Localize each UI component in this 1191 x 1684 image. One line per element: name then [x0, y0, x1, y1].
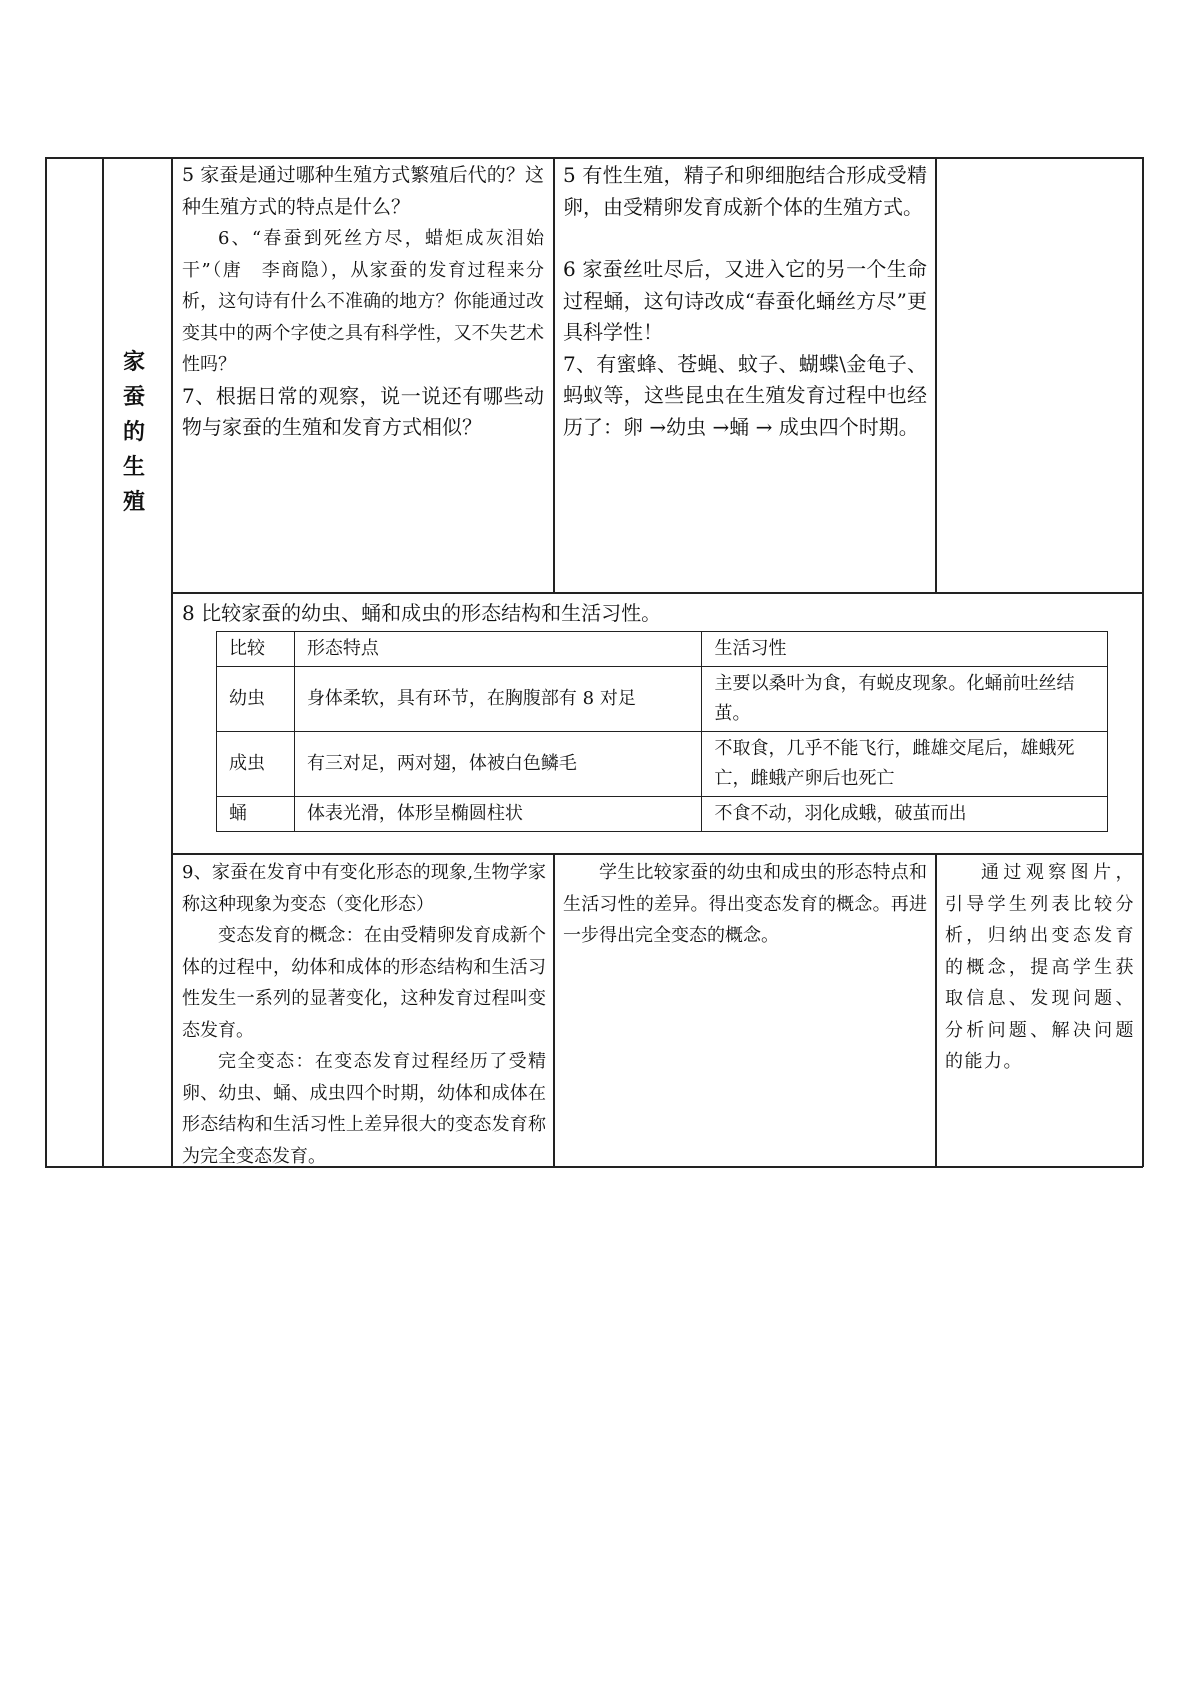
table-cell: 体表光滑，体形呈椭圆柱状: [294, 797, 702, 832]
table-cell: 有三对足，两对翅，体被白色鳞毛: [294, 732, 702, 797]
comparison-table: [216, 631, 1108, 832]
side-title-char: 殖: [122, 490, 145, 515]
student-activity-cell: 学生比较家蚕的幼虫和成虫的形态特点和生活习性的差异。得出变态发育的概念。再进一步得出完全变态的概念。: [563, 862, 927, 946]
spacer: [563, 223, 927, 254]
table-cell: 主要以桑叶为食，有蜕皮现象。化蛹前吐丝结茧。: [702, 667, 1108, 732]
table-cell: 身体柔软，具有环节，在胸腹部有 8 对足: [294, 667, 702, 732]
side-title-char: 的: [122, 420, 145, 445]
table-border-top: [45, 157, 1143, 159]
comparison-heading: 8 比较家蚕的幼虫、蛹和成虫的形态结构和生活习性。: [182, 601, 662, 625]
side-title: [104, 345, 164, 520]
table-header-row: [217, 632, 1108, 667]
question-7: 7、根据日常的观察，说一说还有哪些动物与家蚕的生殖和发育方式相似？: [182, 383, 544, 439]
table-row: [217, 667, 1108, 732]
table-row-divider-2: [171, 853, 1143, 855]
questions-cell: [182, 160, 544, 444]
side-title-char: 蚕: [122, 385, 145, 410]
concept-cell: [182, 857, 546, 1172]
table-col-divider-3-top: [553, 157, 555, 593]
answer-7: 7、有蜜蜂、苍蝇、蚊子、蝴蝶\金龟子、蚂蚁等，这些昆虫在生殖发育过程中也经历了：卵 →幼虫 →蛹 → 成虫四个时期。: [563, 351, 927, 439]
concept-intro: 9、家蚕在发育中有变化形态的现象,生物学家称这种现象为变态（变化形态）: [182, 862, 546, 915]
side-title-char: 家: [122, 350, 145, 375]
table-row: [217, 732, 1108, 797]
header-cell: 形态特点: [294, 632, 702, 667]
table-border-right: [1142, 157, 1144, 1167]
answer-6: 6 家蚕丝吐尽后，又进入它的另一个生命过程蛹，这句诗改成“春蚕化蛹丝方尽”更具科学性！: [563, 257, 927, 344]
question-5: 5 家蚕是通过哪种生殖方式繁殖后代的？这种生殖方式的特点是什么？: [182, 164, 544, 218]
table-row-divider-1: [171, 592, 1143, 594]
table-col-divider-1: [102, 157, 104, 1167]
header-cell: 比较: [217, 632, 295, 667]
table-border-left: [45, 157, 47, 1167]
table-col-divider-2: [171, 157, 173, 1167]
answer-5: 5 有性生殖，精子和卵细胞结合形成受精卵，由受精卵发育成新个体的生殖方式。: [563, 163, 927, 219]
question-6: 6、“春蚕到死丝方尽，蜡炬成灰泪始干”（唐 李商隐），从家蚕的发育过程来分析，这句诗有什么不准确的地方？你能通过改变其中的两个字使之具有科学性，又不失艺术性吗？: [182, 228, 544, 375]
header-cell: 生活习性: [702, 632, 1108, 667]
table-cell: 蛹: [217, 797, 295, 832]
table-cell: 不取食，几乎不能飞行，雌雄交尾后，雄蛾死亡，雌蛾产卵后也死亡: [702, 732, 1108, 797]
side-title-char: 生: [122, 455, 145, 480]
table-cell: 不食不动，羽化成蛾，破茧而出: [702, 797, 1108, 832]
table-cell: 幼虫: [217, 667, 295, 732]
table-col-divider-4-top: [935, 157, 937, 593]
design-intent-cell: 通过观察图片，引导学生列表比较分析，归纳出变态发育的概念，提高学生获取信息、发现问题、分析问题、解决问题的能力。: [945, 862, 1135, 1072]
answers-cell: [563, 160, 927, 443]
metamorphosis-definition: 变态发育的概念：在由受精卵发育成新个体的过程中，幼体和成体的形态结构和生活习性发生一系列的显著变化，这种发育过程叫变态发育。: [182, 925, 546, 1041]
table-cell: 成虫: [217, 732, 295, 797]
table-col-divider-3-bottom: [553, 853, 555, 1167]
table-col-divider-4-bottom: [935, 853, 937, 1167]
complete-metamorphosis-definition: 完全变态：在变态发育过程经历了受精卵、幼虫、蛹、成虫四个时期，幼体和成体在形态结构和生活习性上差异很大的变态发育称为完全变态发育。: [182, 1051, 546, 1167]
table-row: [217, 797, 1108, 832]
